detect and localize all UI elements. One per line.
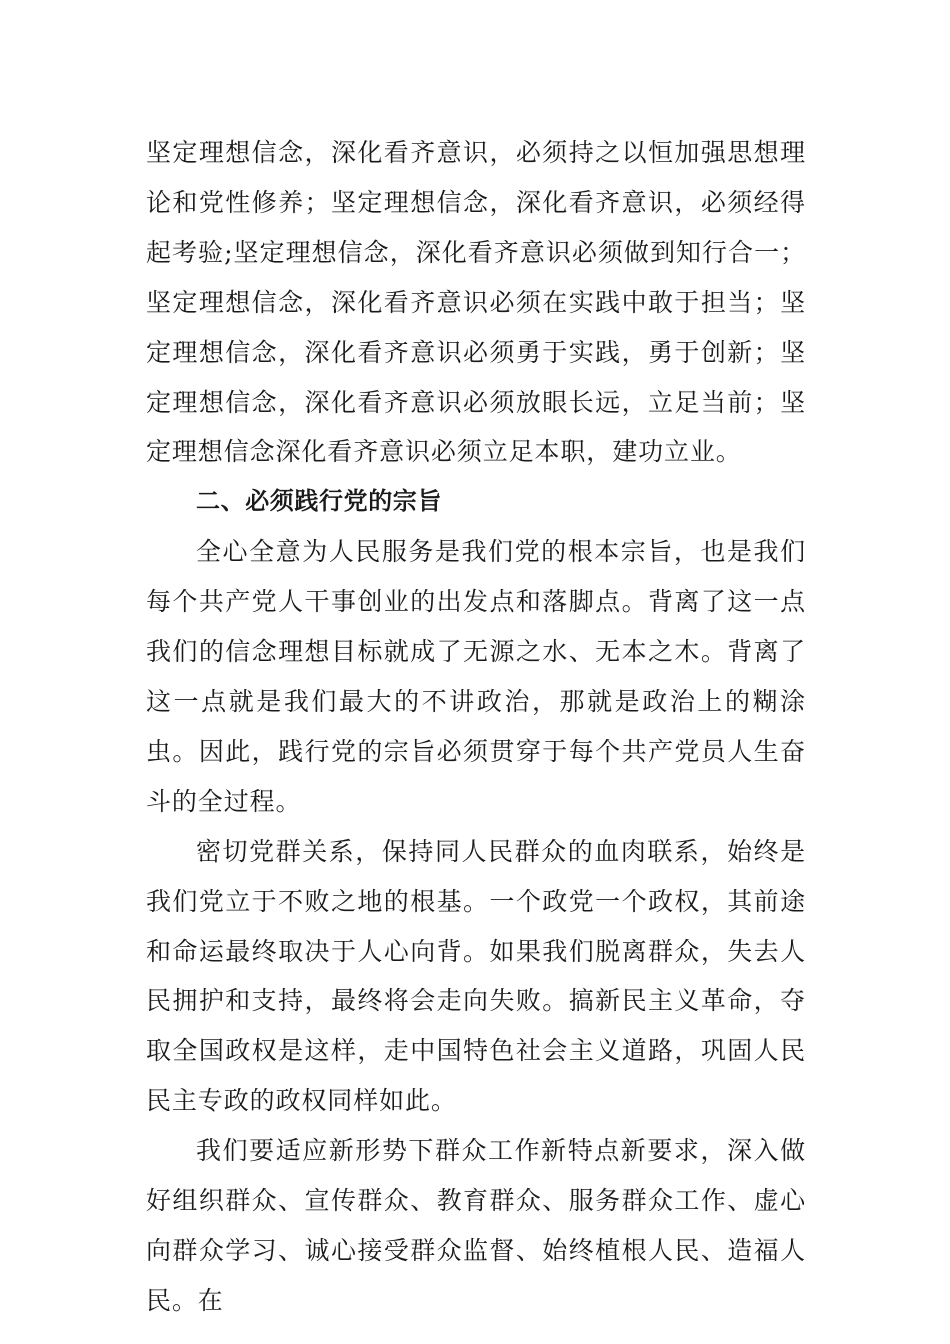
document-body	[146, 128, 806, 1326]
body-paragraph-3: 密切党群关系，保持同人民群众的血肉联系，始终是我们党立于不败之地的根基。一个政党一个政权，其前途和命运最终取决于人心向背。如果我们脱离群众，失去人民拥护和支持，最终将会走向失败。搞新民主义革命，夺取全国政权是这样，走中国特色社会主义道路，巩固人民民主专政的政权同样如此。	[146, 836, 806, 1116]
body-paragraph-1: 坚定理想信念，深化看齐意识，必须持之以恒加强思想理论和党性修养；坚定理想信念，深化看齐意识，必须经得起考验;坚定理想信念，深化看齐意识必须做到知行合一；坚定理想信念，深化看齐意识必须在实践中敢于担当；坚定理想信念，深化看齐意识必须勇于实践，勇于创新；坚定理想信念，深化看齐意识必须放眼长远，立足当前；坚定理想信念深化看齐意识必须立足本职，建功立业。	[146, 138, 806, 467]
body-paragraph-4: 我们要适应新形势下群众工作新特点新要求，深入做好组织群众、宣传群众、教育群众、服务群众工作、虚心向群众学习、诚心接受群众监督、始终植根人民、造福人民。在	[146, 1136, 806, 1315]
section-heading: 二、必须践行党的宗旨	[196, 487, 442, 516]
body-paragraph-2: 全心全意为人民服务是我们党的根本宗旨，也是我们每个共产党人干事创业的出发点和落脚点。背离了这一点我们的信念理想目标就成了无源之水、无本之木。背离了这一点就是我们最大的不讲政治，那就是政治上的糊涂虫。因此，践行党的宗旨必须贯穿于每个共产党员人生奋斗的全过程。	[146, 537, 806, 816]
